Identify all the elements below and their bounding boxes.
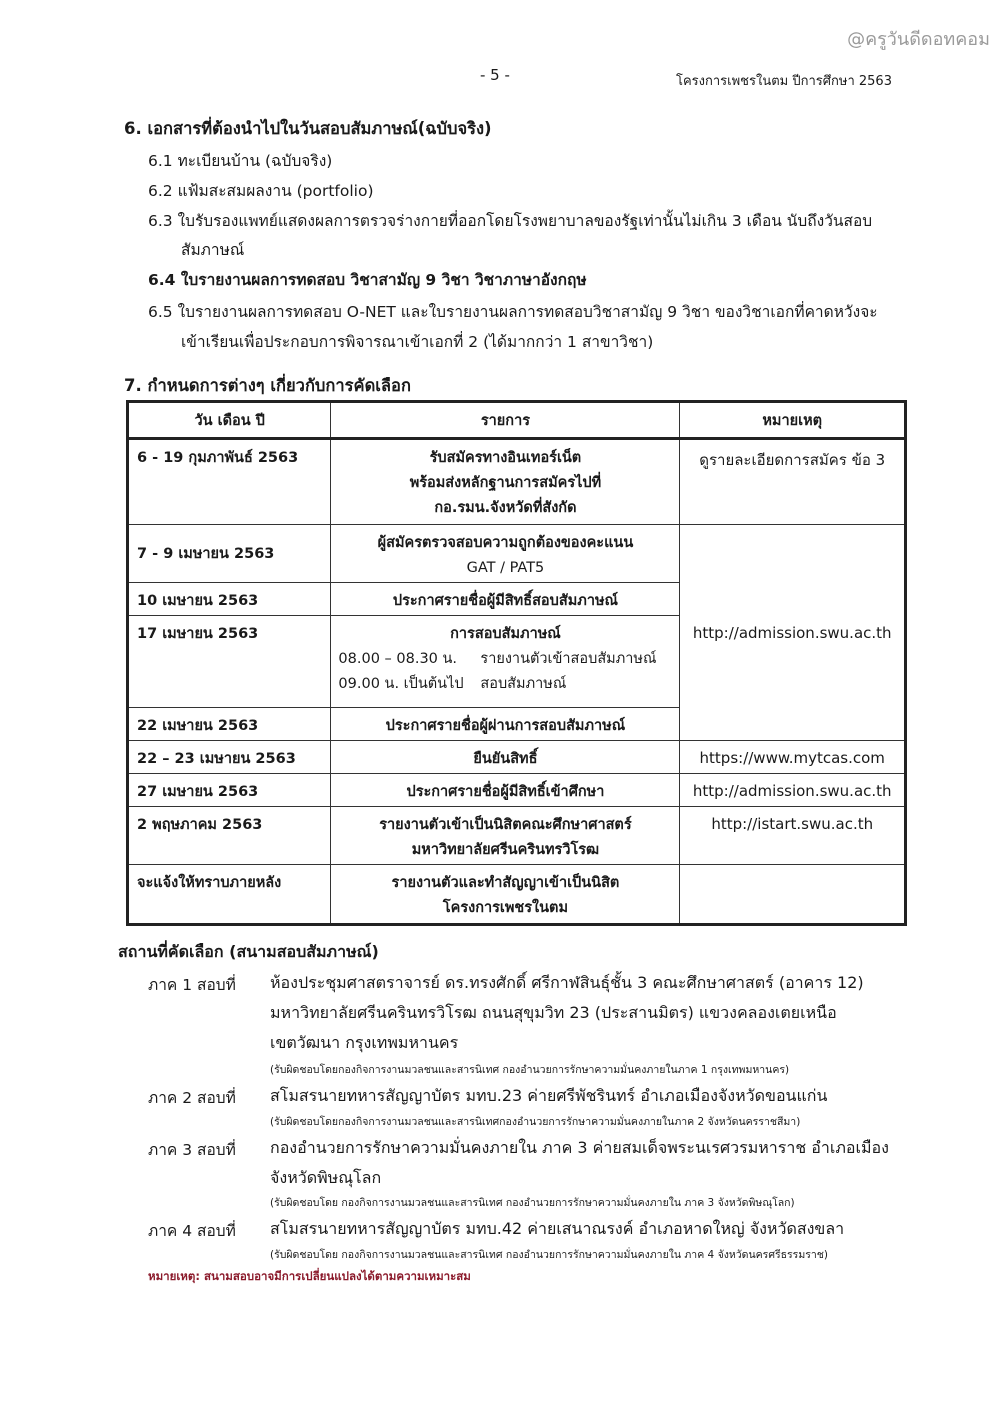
- table-row: [128, 774, 906, 807]
- address-line: เขตวัฒนา กรุงเทพมหานคร: [270, 1033, 459, 1052]
- row-date: 22 – 23 เมษายน 2563: [128, 741, 331, 774]
- detail-line: รายงานตัวและทำสัญญาเข้าเป็นนิสิต: [391, 875, 620, 891]
- column-header-note: หมายเหตุ: [680, 402, 906, 439]
- address-line: ห้องประชุมศาสตราจารย์ ดร.ทรงศักดิ์ ศรีกาฬสินธุ์ชั้น 3 คณะศึกษาศาสตร์ (อาคาร 12): [270, 973, 864, 992]
- table-row: [128, 807, 906, 865]
- remark-note: หมายเหตุ: สนามสอบอาจมีการเปลี่ยนแปลงได้ตามความเหมาะสม: [148, 1269, 471, 1283]
- detail-line: มหาวิทยาลัยศรีนครินทรวิโรฒ: [411, 842, 600, 858]
- row-date: 22 เมษายน 2563: [128, 708, 331, 741]
- row-note: ดูรายละเอียดการสมัคร ข้อ 3: [680, 439, 906, 525]
- section-6-title: 6. เอกสารที่ต้องนำไปในวันสอบสัมภาษณ์(ฉบับจริง): [124, 119, 492, 138]
- list-item-6-4: 6.4 ใบรายงานผลการทดสอบ วิชาสามัญ 9 วิชา วิชาภาษาอังกฤษ: [148, 271, 587, 289]
- row-date: 2 พฤษภาคม 2563: [128, 807, 331, 865]
- row-date: 10 เมษายน 2563: [128, 583, 331, 616]
- list-item-6-5: 6.5 ใบรายงานผลการทดสอบ O-NET และใบรายงานผลการทดสอบวิชาสามัญ 9 วิชา ของวิชาเอกที่คาดหวังจะ: [148, 303, 878, 321]
- table-row: [128, 525, 906, 583]
- row-detail: [331, 741, 680, 774]
- interview-sub-line: [332, 672, 678, 697]
- list-item-6-3: 6.3 ใบรับรองแพทย์แสดงผลการตรวจร่างกายที่ออกโดยโรงพยาบาลของรัฐเท่านั้นไม่เกิน 3 เดือน นับถึงวันสอบ: [148, 212, 873, 230]
- row-date: 27 เมษายน 2563: [128, 774, 331, 807]
- row-note-empty: [680, 865, 906, 925]
- row-date: 6 - 19 กุมภาพันธ์ 2563: [128, 439, 331, 525]
- table-header-row: [128, 402, 906, 439]
- list-item-6-3-cont: สัมภาษณ์: [181, 241, 245, 259]
- header-project-title: โครงการเพชรในตม ปีการศึกษา 2563: [676, 74, 892, 89]
- detail-line: ผู้สมัครตรวจสอบความถูกต้องของคะแนน: [377, 535, 634, 551]
- detail-line: ประกาศรายชื่อผู้ผ่านการสอบสัมภาษณ์: [385, 718, 626, 734]
- sub-time: 08.00 – 08.30 น.: [338, 651, 458, 667]
- address-line: จังหวัดพิษณุโลก: [270, 1168, 382, 1187]
- venues-title: สถานที่คัดเลือก (สนามสอบสัมภาษณ์): [118, 942, 379, 961]
- address-line: มหาวิทยาลัยศรีนครินทรวิโรฒ ถนนสุขุมวิท 23 (ประสานมิตร) แขวงคลองเตยเหนือ: [270, 1003, 837, 1022]
- sub-task: สอบสัมภาษณ์: [480, 676, 567, 692]
- detail-line: โครงการเพชรในตม: [442, 900, 569, 916]
- table-row: [128, 865, 906, 925]
- schedule-table: [126, 400, 907, 926]
- region-1-address: [270, 968, 864, 1058]
- row-note: http://admission.swu.ac.th: [680, 774, 906, 807]
- detail-line: รายงานตัวเข้าเป็นนิสิตคณะศึกษาศาสตร์: [379, 817, 632, 833]
- row-detail: [331, 616, 680, 708]
- row-detail: [331, 807, 680, 865]
- region-1-responsible: (รับผิดชอบโดยกองกิจการงานมวลชนและสารนิเทศ กองอำนวยการรักษาความมั่นคงภายในภาค 1 กรุงเทพมหานคร): [270, 1064, 790, 1076]
- table-row: [128, 741, 906, 774]
- detail-line: กอ.รมน.จังหวัดที่สังกัด: [434, 500, 577, 516]
- row-detail: [331, 439, 680, 525]
- row-detail: [331, 583, 680, 616]
- sub-task: รายงานตัวเข้าสอบสัมภาษณ์: [480, 651, 657, 667]
- interview-sub-line: [332, 647, 678, 672]
- detail-line: พร้อมส่งหลักฐานการสมัครไปที่: [409, 475, 602, 491]
- section-7-title: 7. กำหนดการต่างๆ เกี่ยวกับการคัดเลือก: [124, 376, 411, 395]
- list-item-6-1: 6.1 ทะเบียนบ้าน (ฉบับจริง): [148, 152, 333, 170]
- region-1-label: ภาค 1 สอบที่: [148, 976, 236, 994]
- row-detail: [331, 708, 680, 741]
- address-line: กองอำนวยการรักษาความมั่นคงภายใน ภาค 3 ค่ายสมเด็จพระนเรศวรมหาราช อำเภอเมือง: [270, 1138, 889, 1157]
- address-line: สโมสรนายทหารสัญญาบัตร มทบ.42 ค่ายเสนาณรงค์ อำเภอหาดใหญ่ จังหวัดสงขลา: [270, 1219, 845, 1238]
- region-4-label: ภาค 4 สอบที่: [148, 1222, 236, 1240]
- column-header-date: วัน เดือน ปี: [128, 402, 331, 439]
- list-item-6-5-cont: เข้าเรียนเพื่อประกอบการพิจารณาเข้าเอกที่ 2 (ได้มากกว่า 1 สาขาวิชา): [181, 333, 654, 351]
- detail-line: ประกาศรายชื่อผู้มีสิทธิ์เข้าศึกษา: [406, 784, 605, 800]
- row-detail: [331, 865, 680, 925]
- region-2-label: ภาค 2 สอบที่: [148, 1089, 236, 1107]
- row-date: จะแจ้งให้ทราบภายหลัง: [128, 865, 331, 925]
- region-3-label: ภาค 3 สอบที่: [148, 1141, 236, 1159]
- row-detail: [331, 774, 680, 807]
- row-date: 17 เมษายน 2563: [128, 616, 331, 708]
- region-4-address: [270, 1214, 844, 1244]
- table-row: [128, 439, 906, 525]
- sub-time: 09.00 น. เป็นต้นไป: [338, 676, 464, 692]
- page-number: - 5 -: [480, 66, 510, 84]
- detail-line: ประกาศรายชื่อผู้มีสิทธิ์สอบสัมภาษณ์: [392, 593, 618, 609]
- list-item-6-2: 6.2 แฟ้มสะสมผลงาน (portfolio): [148, 182, 374, 200]
- region-4-responsible: (รับผิดชอบโดย กองกิจการงานมวลชนและสารนิเทศ กองอำนวยการรักษาความมั่นคงภายใน ภาค 4 จังหวัดนครศรีธรรมราช): [270, 1249, 828, 1261]
- row-note: https://www.mytcas.com: [680, 741, 906, 774]
- region-2-responsible: (รับผิดชอบโดยกองกิจการงานมวลชนและสารนิเทศกองอำนวยการรักษาความมั่นคงภายในภาค 2 จังหวัดนครราชสีมา): [270, 1116, 801, 1128]
- row-date: 7 - 9 เมษายน 2563: [128, 525, 331, 583]
- detail-line: GAT / PAT5: [466, 560, 545, 576]
- region-3-address: [270, 1133, 889, 1193]
- watermark-text: @ครูวันดีดอทคอม: [847, 29, 990, 50]
- detail-line: การสอบสัมภาษณ์: [450, 626, 561, 642]
- detail-line: ยืนยันสิทธิ์: [473, 751, 538, 767]
- row-note: http://istart.swu.ac.th: [680, 807, 906, 865]
- row-note-merged: http://admission.swu.ac.th: [680, 525, 906, 741]
- row-detail: [331, 525, 680, 583]
- region-2-address: [270, 1081, 827, 1111]
- address-line: สโมสรนายทหารสัญญาบัตร มทบ.23 ค่ายศรีพัชรินทร์ อำเภอเมืองจังหวัดขอนแก่น: [270, 1086, 828, 1105]
- detail-line: รับสมัครทางอินเทอร์เน็ต: [429, 450, 582, 466]
- region-3-responsible: (รับผิดชอบโดย กองกิจการงานมวลชนและสารนิเทศ กองอำนวยการรักษาความมั่นคงภายใน ภาค 3 จังหวัดพิษณุโลก): [270, 1197, 795, 1209]
- column-header-detail: รายการ: [331, 402, 680, 439]
